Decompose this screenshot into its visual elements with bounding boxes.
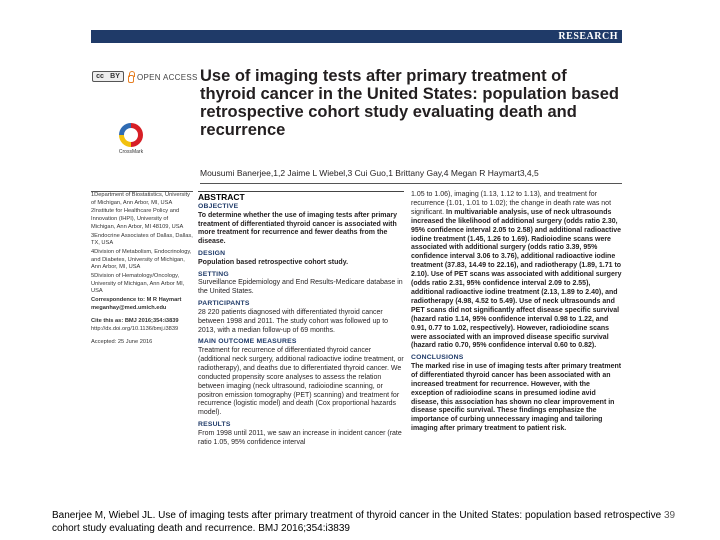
affiliation: 1Department of Biostatistics, University of Michigan, Ann Arbor, MI, USA [91, 192, 190, 206]
setting-heading: SETTING [198, 270, 229, 278]
results-continued [411, 191, 622, 351]
abstract-heading: ABSTRACT [198, 191, 404, 203]
paper-authors: Mousumi Banerjee,1,2 Jaime L Wiebel,3 Cui Guo,1 Brittany Gay,4 Megan R Haymart3,4,5 [200, 168, 539, 178]
abstract-column-2 [411, 191, 622, 434]
objective-heading: OBJECTIVE [198, 203, 239, 210]
affiliations-column [91, 192, 193, 348]
open-access-label [128, 73, 198, 82]
participants-heading: PARTICIPANTS [198, 300, 250, 308]
abstract-column-1 [198, 191, 404, 448]
conclusions-text: The marked rise in use of imaging tests after primary treatment of differentiated thyroid cancer has been associated with an increased treatment for recurrence. However, with the exception of radioiodine scans in presumed iodine avid disease, this association has shown no clear improvement in disease specific survival. These findings emphasize the importance of curbing unnecessary imaging and tailoring imaging after primary treatment to patient risk. [411, 362, 622, 433]
by-label: BY [110, 73, 120, 80]
results-heading: RESULTS [198, 421, 231, 429]
affiliation: 5Division of Hematology/Oncology, University of Michigan, Ann Arbor MI, USA [91, 273, 185, 295]
authors-divider [200, 183, 622, 184]
research-banner [91, 30, 622, 43]
design-text: Population based retrospective cohort study. [198, 258, 349, 266]
crossmark-label: CrossMark [118, 149, 144, 155]
results-bold: In multivariable analysis, use of neck ultrasounds increased the likelihood of additional surgery (odds ratio 2.30, 95% confidence interval 2.05 to 2.58) and additional radioactive iodine treatment (1.45, 1.26 to 1.69). Radioiodine scans were associated with additional surgery (odds ratio 3.39, 95% confidence interval 3.06 to 3.76), additional radioactive iodine treatment (37.83, 14.49 to 22.16), and radiotherapy (1.89, 1.71 to 2.10). Use of PET scans was associated with additional surgery (odds ratio 2.31, 95% confidence interval 2.09 to 2.55), additional radioactive iodine treatment (2.13, 1.89 to 2.40), and radiotherapy (4.98, 4.52 to 5.49). Use of neck ultrasounds and PET scans did not significantly affect disease specific survival (hazard ratio 1.14, 95% confidence interval 0.98 to 1.22, and 0.91, 0.77 to 1.02, respectively). However, radioiodine scans were associated with an improved disease specific survival (hazard ratio 0.70, 95% confidence interval 0.60 to 0.82). [411, 208, 622, 350]
participants-text: 28 220 patients diagnosed with differentiated thyroid cancer between 1998 and 2011. The study cohort was followed up to 2013, with a median follow-up of 69 months. [198, 308, 389, 334]
cc-label: cc [96, 73, 104, 80]
affiliation: 2Institute for Healthcare Policy and Innovation (IHPI), University of Michigan, Ann Arbor, MI 48109, USA [91, 208, 184, 230]
paper-title: Use of imaging tests after primary treatment of thyroid cancer in the United States: population based retrospective cohort study evaluating death and recurrence [200, 67, 619, 139]
correspondence: Correspondence to: M R Haymart meganhay@med.umich.edu [91, 297, 182, 311]
results-text: From 1998 until 2011, we saw an increase in incident cancer (rate ratio 1.05, 95% confidence interval [198, 429, 402, 446]
setting-text: Surveillance Epidemiology and End Results-Medicare database in the United States. [198, 279, 403, 296]
design-heading: DESIGN [198, 250, 226, 258]
accepted-date: Accepted: 25 June 2016 [91, 338, 153, 345]
conclusions-heading: CONCLUSIONS [411, 354, 464, 362]
doi-link[interactable]: http://dx.doi.org/10.1136/bmj.i3839 [91, 326, 179, 333]
open-access-text: OPEN ACCESS [137, 73, 198, 82]
outcomes-heading: MAIN OUTCOME MEASURES [198, 338, 297, 346]
slide-caption: Banerjee M, Wiebel JL. Use of imaging tests after primary treatment of thyroid cancer in the United States: population based retrospective cohort study evaluating death and recurrence. BMJ 2016;354:i3839 [52, 510, 662, 534]
outcomes-text: Treatment for recurrence of differentiated thyroid cancer (additional neck surgery, additional radioactive iodine treatment, or radiotherapy), and deaths due to differentiated thyroid cancer. We conducted propensity score analyses to assess the relation between imaging (neck ultrasound, radioiodine scanning, or positron emission tomography (PET) scanning) and treatment for recurrence (logistic model) and death (Cox proportional hazards model). [198, 347, 404, 417]
citation: Cite this as: BMJ 2016;354:i3839 [91, 317, 179, 324]
open-lock-icon [128, 75, 134, 83]
results-plain: 1.05 to 1.06), imaging (1.13, 1.12 to 1.13), and treatment for recurrence (1.01, 1.01 to 1.02); the change in death rate was not significant. [411, 191, 612, 216]
affiliation: 3Endocrine Associates of Dallas, Dallas, TX, USA [91, 232, 193, 247]
crossmark-icon [119, 123, 143, 147]
slide-number: 39 [664, 510, 676, 521]
research-label: RESEARCH [558, 31, 618, 42]
affiliation: 4Division of Metabolism, Endocrinology, and Diabetes, University of Michigan, Ann Arbor, MI, USA [91, 248, 192, 271]
paper-screenshot [91, 28, 622, 508]
cc-license-icon [92, 71, 124, 82]
objective-text: To determine whether the use of imaging tests after primary treatment of differentiated thyroid cancer is associated with more treatment for recurrence and fewer deaths from the disease. [198, 211, 398, 246]
